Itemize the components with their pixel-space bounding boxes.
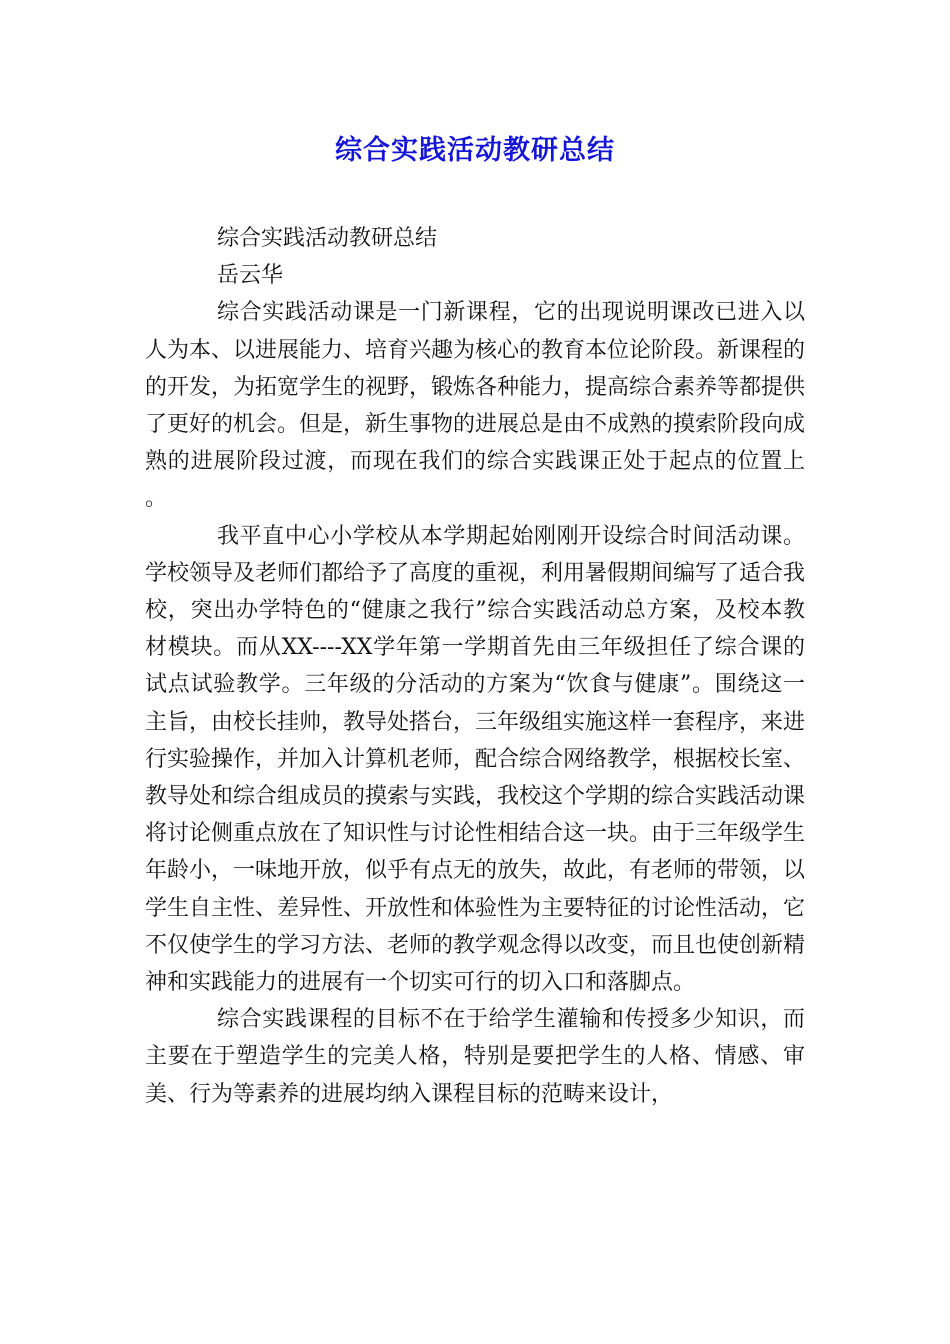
document-title: 综合实践活动教研总结 <box>335 135 615 166</box>
paragraph-intro: 综合实践活动课是一门新课程，它的出现说明课改已进入以人为本、以进展能力、培育兴趣为核心的教育本位论阶段。新课程的的开发，为拓宽学生的视野，锻炼各种能力，提高综合素养等都提供了更好的机会。但是，新生事物的进展总是由不成熟的摸索阶段向成熟的进展阶段过渡，而现在我们的综合实践课正处于起点的位置上 。 <box>145 300 806 512</box>
document-body <box>145 220 805 1113</box>
paragraph-course-goal: 综合实践课程的目标不在于给学生灌输和传授多少知识，而主要在于塑造学生的完美人格，特别是要把学生的人格、情感、审美、行为等素养的进展均纳入课程目标的范畴来设计， <box>145 1007 805 1107</box>
paragraph-school-practice: 我平直中心小学校从本学期起始刚刚开设综合时间活动课。学校领导及老师们都给予了高度的重视，利用暑假期间编写了适合我校，突出办学特色的“健康之我行”综合实践活动总方案，及校本教材模块。而从XX----XX学年第一学期首先由三年级担任了综合课的试点试验教学。三年级的分活动的方案为“饮食与健康”。围绕这一主旨，由校长挂帅，教导处搭台，三年级组实施这样一套程序，来进行实验操作，并加入计算机老师，配合综合网络教学，根据校长室、教导处和综合组成员的摸索与实践，我校这个学期的综合实践活动课将讨论侧重点放在了知识性与讨论性相结合这一块。由于三年级学生年龄小，一味地开放，似乎有点无的放失，故此，有老师的带领，以学生自主性、差异性、开放性和体验性为主要特征的讨论性活动，它不仅使学生的学习方法、老师的教学观念得以改变，而且也使创新精神和实践能力的进展有一个切实可行的切入口和落脚点。 <box>145 523 806 996</box>
paragraph-author: 岳云华 <box>217 263 284 289</box>
paragraph-heading: 综合实践活动教研总结 <box>217 226 438 251</box>
